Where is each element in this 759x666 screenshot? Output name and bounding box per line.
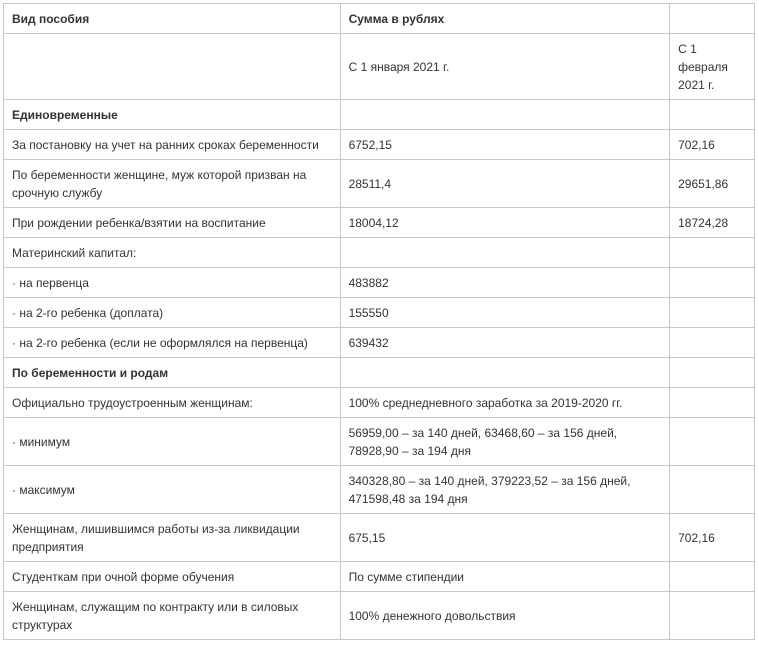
header-row xyxy=(4,4,755,34)
section-row xyxy=(4,358,755,388)
subheader-row xyxy=(4,34,755,100)
cell-amount-feb-2021 xyxy=(670,592,755,640)
cell-amount-feb-2021 xyxy=(670,298,755,328)
cell-benefit-type: По беременности и родам xyxy=(4,358,341,388)
header-amount: Сумма в рублях xyxy=(340,4,670,34)
subheader-jan-2021: С 1 января 2021 г. xyxy=(340,34,670,100)
cell-amount-jan-2021: 6752,15 xyxy=(340,130,670,160)
cell-benefit-type: Женщинам, служащим по контракту или в силовых структурах xyxy=(4,592,341,640)
header-empty xyxy=(670,4,755,34)
cell-benefit-type: Женщинам, лишившимся работы из-за ликвидации предприятия xyxy=(4,514,341,562)
subheader-feb-2021: С 1 февраля 2021 г. xyxy=(670,34,755,100)
subheader-empty xyxy=(4,34,341,100)
cell-amount-feb-2021: 702,16 xyxy=(670,514,755,562)
table-row xyxy=(4,238,755,268)
cell-benefit-type: По беременности женщине, муж которой призван на срочную службу xyxy=(4,160,341,208)
cell-amount-jan-2021: 340328,80 – за 140 дней, 379223,52 – за 156 дней, 471598,48 за 194 дня xyxy=(340,466,670,514)
cell-amount-jan-2021: 639432 xyxy=(340,328,670,358)
table-row xyxy=(4,160,755,208)
cell-benefit-type: Официально трудоустроенным женщинам: xyxy=(4,388,341,418)
cell-amount-jan-2021: 18004,12 xyxy=(340,208,670,238)
cell-amount-jan-2021 xyxy=(340,238,670,268)
table-row xyxy=(4,298,755,328)
table-row xyxy=(4,130,755,160)
cell-benefit-type: · максимум xyxy=(4,466,341,514)
header-benefit-type: Вид пособия xyxy=(4,4,341,34)
table-row xyxy=(4,562,755,592)
cell-amount-feb-2021 xyxy=(670,268,755,298)
benefits-table-body xyxy=(4,4,755,640)
cell-benefit-type: · на 2-го ребенка (доплата) xyxy=(4,298,341,328)
cell-amount-jan-2021: По сумме стипендии xyxy=(340,562,670,592)
table-row xyxy=(4,268,755,298)
benefits-table xyxy=(3,3,755,640)
table-row xyxy=(4,208,755,238)
cell-amount-feb-2021 xyxy=(670,238,755,268)
cell-benefit-type: Единовременные xyxy=(4,100,341,130)
cell-amount-feb-2021: 702,16 xyxy=(670,130,755,160)
table-row xyxy=(4,418,755,466)
cell-amount-feb-2021 xyxy=(670,562,755,592)
cell-amount-feb-2021: 18724,28 xyxy=(670,208,755,238)
cell-benefit-type: · на первенца xyxy=(4,268,341,298)
cell-amount-jan-2021: 100% денежного довольствия xyxy=(340,592,670,640)
table-row xyxy=(4,388,755,418)
cell-amount-jan-2021: 675,15 xyxy=(340,514,670,562)
cell-amount-feb-2021 xyxy=(670,466,755,514)
cell-amount-jan-2021: 155550 xyxy=(340,298,670,328)
cell-amount-jan-2021: 56959,00 – за 140 дней, 63468,60 – за 156 дней, 78928,90 – за 194 дня xyxy=(340,418,670,466)
cell-benefit-type: Студенткам при очной форме обучения xyxy=(4,562,341,592)
table-row xyxy=(4,514,755,562)
cell-amount-feb-2021 xyxy=(670,100,755,130)
cell-benefit-type: Материнский капитал: xyxy=(4,238,341,268)
cell-amount-jan-2021 xyxy=(340,358,670,388)
cell-amount-jan-2021: 483882 xyxy=(340,268,670,298)
cell-amount-feb-2021 xyxy=(670,388,755,418)
cell-amount-jan-2021: 28511,4 xyxy=(340,160,670,208)
table-row xyxy=(4,328,755,358)
cell-benefit-type: · минимум xyxy=(4,418,341,466)
cell-amount-feb-2021 xyxy=(670,328,755,358)
cell-amount-jan-2021: 100% среднедневного заработка за 2019-2020 гг. xyxy=(340,388,670,418)
table-row xyxy=(4,592,755,640)
cell-benefit-type: При рождении ребенка/взятии на воспитание xyxy=(4,208,341,238)
cell-amount-feb-2021: 29651,86 xyxy=(670,160,755,208)
cell-benefit-type: · на 2-го ребенка (если не оформлялся на первенца) xyxy=(4,328,341,358)
section-row xyxy=(4,100,755,130)
cell-amount-jan-2021 xyxy=(340,100,670,130)
table-row xyxy=(4,466,755,514)
cell-benefit-type: За постановку на учет на ранних сроках беременности xyxy=(4,130,341,160)
cell-amount-feb-2021 xyxy=(670,418,755,466)
cell-amount-feb-2021 xyxy=(670,358,755,388)
